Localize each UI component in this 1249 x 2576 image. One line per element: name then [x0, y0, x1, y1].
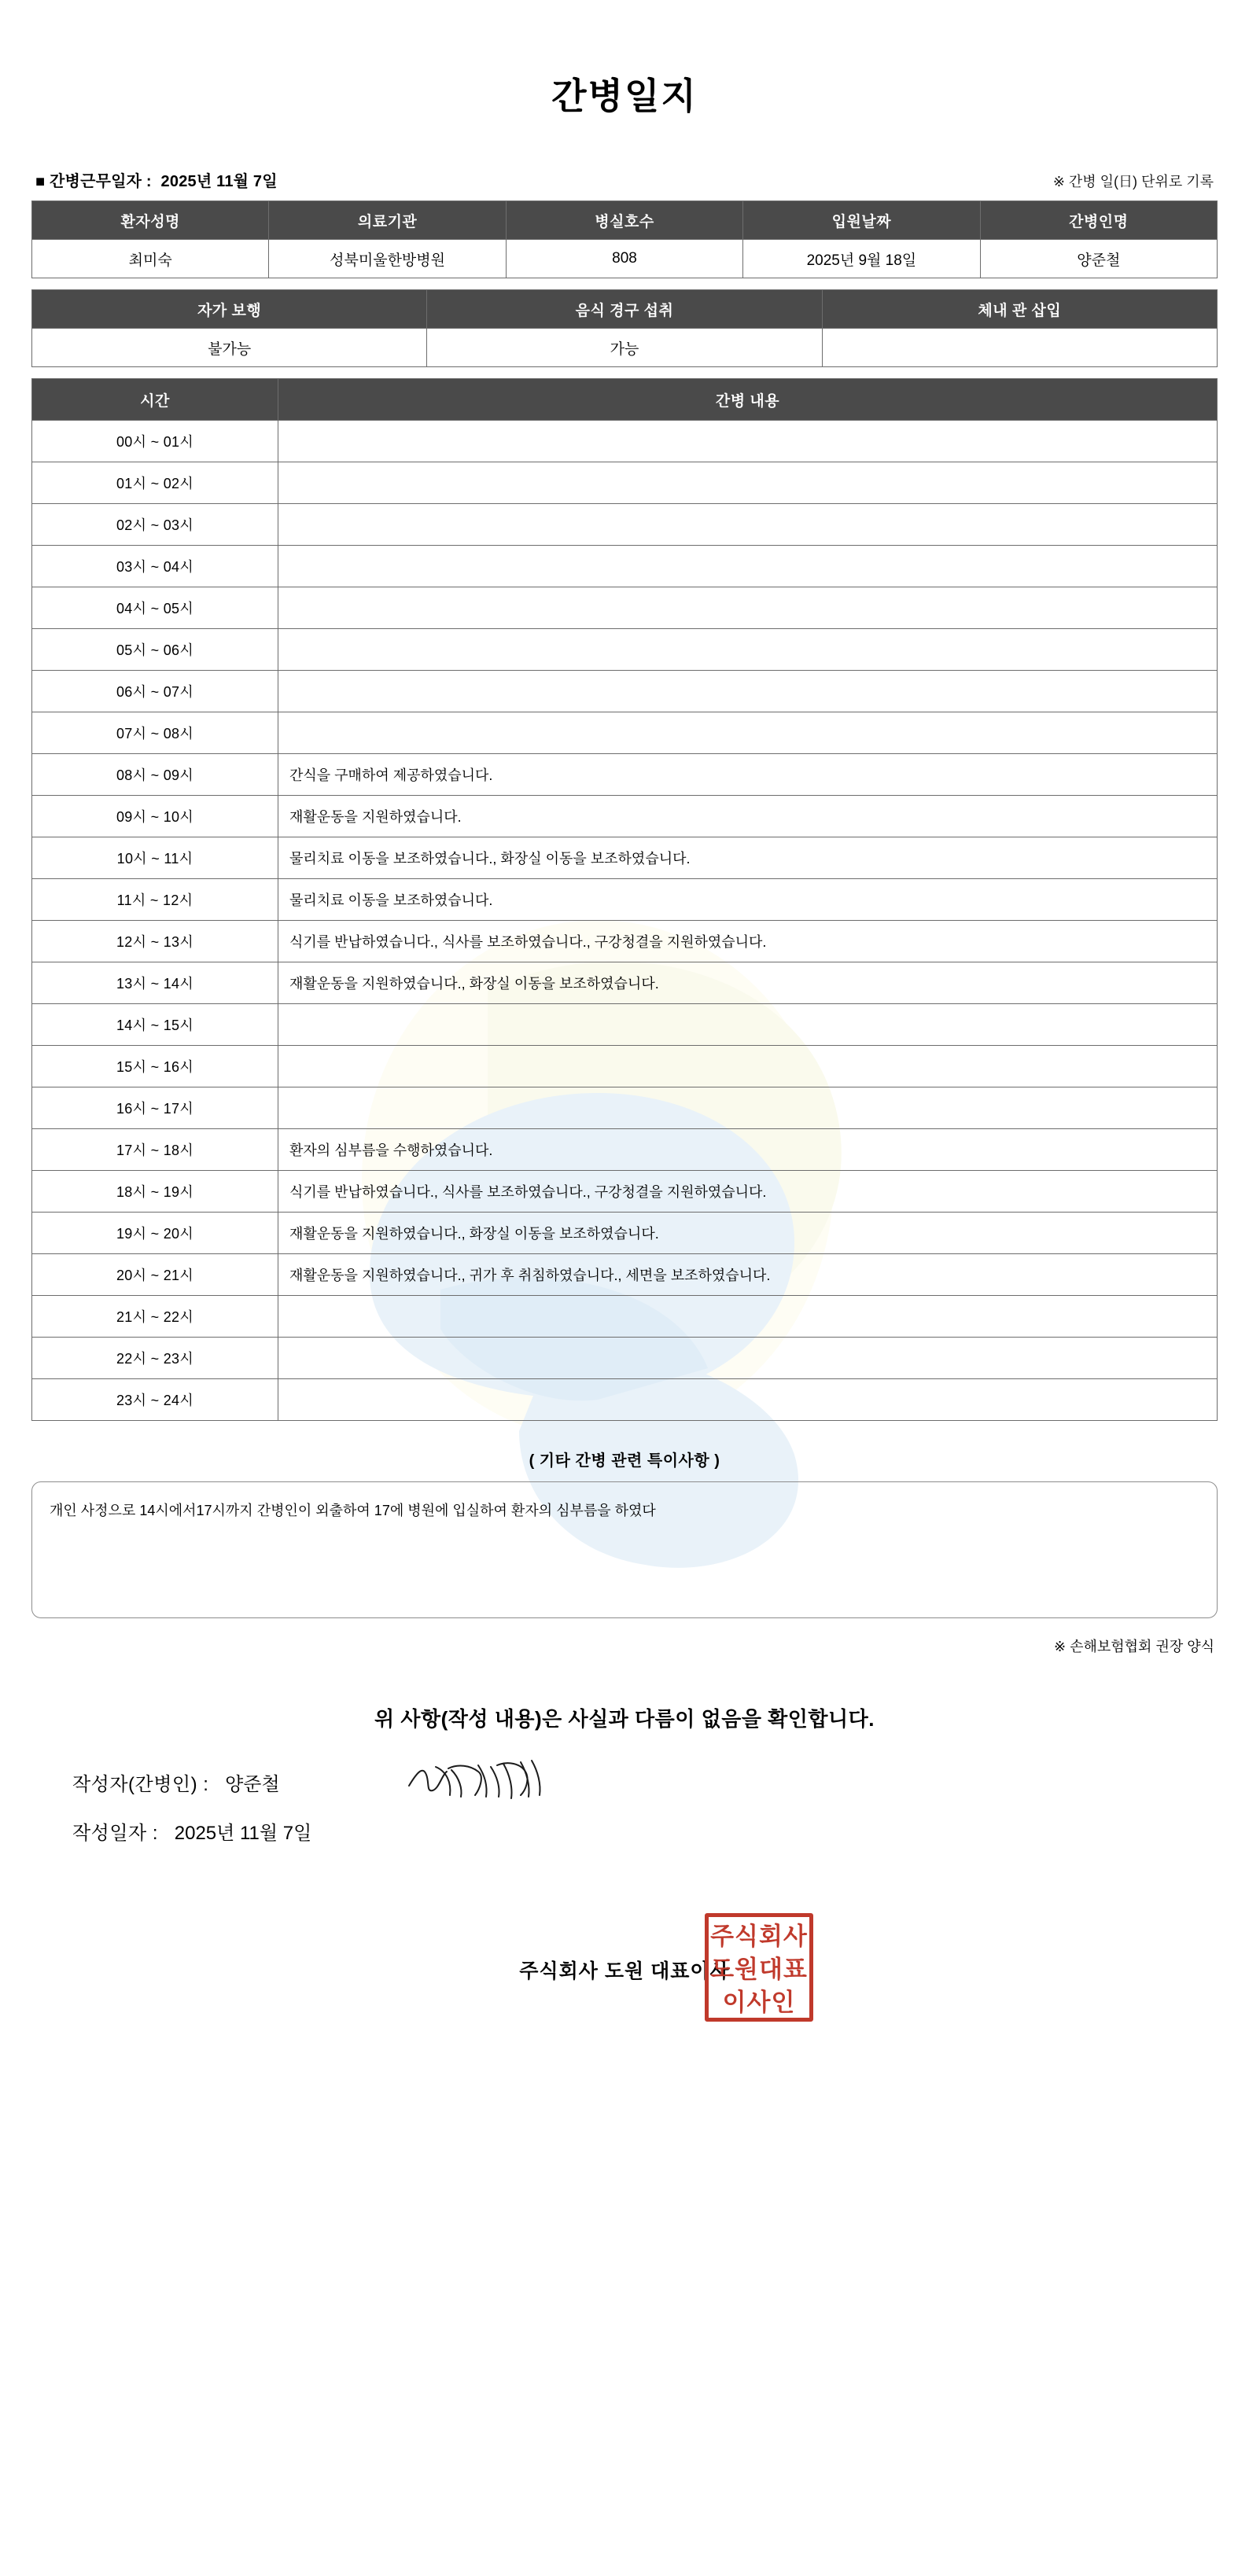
table-row	[32, 1379, 1218, 1421]
remarks-title: ( 기타 간병 관련 특이사항 )	[529, 1452, 720, 1470]
write-date-row	[72, 1817, 1218, 1844]
form-source-note: ※ 손해보험협회 권장 양식	[1054, 1639, 1214, 1654]
care-log-body	[32, 421, 1218, 1421]
time-slot: 17시 ~ 18시	[32, 1129, 278, 1171]
stamp-line-1: 주식회사	[710, 1923, 808, 1951]
care-note: 식기를 반납하였습니다., 식사를 보조하였습니다., 구강청결을 지원하였습니다.	[278, 921, 1218, 962]
time-slot: 19시 ~ 20시	[32, 1213, 278, 1254]
care-note: 물리치료 이동을 보조하였습니다.	[278, 879, 1218, 921]
care-note	[278, 1338, 1218, 1379]
time-slot: 02시 ~ 03시	[32, 504, 278, 546]
time-slot: 11시 ~ 12시	[32, 879, 278, 921]
writer-row	[72, 1768, 1218, 1795]
care-note	[278, 1046, 1218, 1087]
time-slot: 12시 ~ 13시	[32, 921, 278, 962]
care-note: 재활운동을 지원하였습니다., 귀가 후 취침하였습니다., 세면을 보조하였습니다.	[278, 1254, 1218, 1296]
write-date-label: 작성일자 :	[72, 1823, 159, 1844]
care-note	[278, 504, 1218, 546]
table-row	[32, 462, 1218, 504]
remarks-box	[31, 1481, 1218, 1618]
table-row	[32, 629, 1218, 671]
table-header-row	[32, 290, 1218, 329]
care-note	[278, 671, 1218, 712]
time-slot: 18시 ~ 19시	[32, 1171, 278, 1213]
time-slot: 01시 ~ 02시	[32, 462, 278, 504]
time-slot: 23시 ~ 24시	[32, 1379, 278, 1421]
val-room-number: 808	[506, 240, 742, 278]
work-date-group	[35, 168, 278, 191]
table-row	[32, 837, 1218, 879]
table-row	[32, 962, 1218, 1004]
table-row	[32, 1171, 1218, 1213]
table-header-row	[32, 379, 1218, 421]
table-row	[32, 1254, 1218, 1296]
val-oral-intake: 가능	[427, 329, 822, 367]
time-slot: 14시 ~ 15시	[32, 1004, 278, 1046]
time-slot: 05시 ~ 06시	[32, 629, 278, 671]
table-row	[32, 1087, 1218, 1129]
col-tube-insertion: 체내 관 삽입	[822, 290, 1217, 329]
col-caregiver-name: 간병인명	[980, 201, 1217, 240]
work-date-label: ■ 간병근무일자 :	[35, 173, 152, 190]
record-unit-note: ※ 간병 일(日) 단위로 기록	[1052, 174, 1214, 190]
company-representative: 주식회사 도원 대표이사	[519, 1960, 730, 1982]
care-log-table	[31, 378, 1218, 1421]
table-row	[32, 1129, 1218, 1171]
table-row	[32, 671, 1218, 712]
col-patient-name: 환자성명	[32, 201, 269, 240]
time-slot: 03시 ~ 04시	[32, 546, 278, 587]
signature-block	[31, 1768, 1218, 1844]
col-time: 시간	[32, 379, 278, 421]
table-header-row	[32, 201, 1218, 240]
header-line	[31, 168, 1218, 191]
confirmation-statement: 위 사항(작성 내용)은 사실과 다름이 없음을 확인합니다.	[374, 1707, 875, 1731]
stamp-line-2: 도원대표	[710, 1956, 808, 1984]
col-oral-intake: 음식 경구 섭취	[427, 290, 822, 329]
care-note: 재활운동을 지원하였습니다.	[278, 796, 1218, 837]
time-slot: 10시 ~ 11시	[32, 837, 278, 879]
work-date-value: 2025년 11월 7일	[160, 173, 278, 190]
time-slot: 22시 ~ 23시	[32, 1338, 278, 1379]
care-note	[278, 1004, 1218, 1046]
time-slot: 15시 ~ 16시	[32, 1046, 278, 1087]
table-row	[32, 754, 1218, 796]
val-caregiver-name: 양준철	[980, 240, 1217, 278]
table-row	[32, 1338, 1218, 1379]
table-row	[32, 546, 1218, 587]
care-note: 환자의 심부름을 수행하였습니다.	[278, 1129, 1218, 1171]
care-note	[278, 1087, 1218, 1129]
time-slot: 16시 ~ 17시	[32, 1087, 278, 1129]
write-date-value: 2025년 11월 7일	[174, 1823, 312, 1844]
care-note: 재활운동을 지원하였습니다., 화장실 이동을 보조하였습니다.	[278, 1213, 1218, 1254]
table-row	[32, 1296, 1218, 1338]
company-seal-stamp	[705, 1913, 813, 2022]
care-note	[278, 546, 1218, 587]
stamp-line-3: 이사인	[722, 1989, 796, 2017]
time-slot: 07시 ~ 08시	[32, 712, 278, 754]
table-row	[32, 240, 1218, 278]
writer-label: 작성자(간병인) :	[72, 1774, 209, 1795]
care-note	[278, 1379, 1218, 1421]
val-admission-date: 2025년 9월 18일	[743, 240, 980, 278]
table-row	[32, 1004, 1218, 1046]
table-row	[32, 587, 1218, 629]
col-hospital: 의료기관	[269, 201, 506, 240]
col-room-number: 병실호수	[506, 201, 742, 240]
val-patient-name: 최미숙	[32, 240, 269, 278]
table-row	[32, 421, 1218, 462]
time-slot: 06시 ~ 07시	[32, 671, 278, 712]
col-self-ambulation: 자가 보행	[32, 290, 427, 329]
table-row	[32, 921, 1218, 962]
remarks-text: 개인 사정으로 14시에서17시까지 간병인이 외출하여 17에 병원에 입실하여 환자의 심부름을 하였다	[50, 1503, 656, 1518]
patient-info-table	[31, 201, 1218, 278]
table-row	[32, 1046, 1218, 1087]
table-row	[32, 504, 1218, 546]
care-note	[278, 462, 1218, 504]
status-table	[31, 289, 1218, 367]
time-slot: 20시 ~ 21시	[32, 1254, 278, 1296]
care-note	[278, 1296, 1218, 1338]
care-note	[278, 421, 1218, 462]
table-row	[32, 329, 1218, 367]
time-slot: 00시 ~ 01시	[32, 421, 278, 462]
table-row	[32, 712, 1218, 754]
care-note	[278, 629, 1218, 671]
care-note: 재활운동을 지원하였습니다., 화장실 이동을 보조하였습니다.	[278, 962, 1218, 1004]
time-slot: 21시 ~ 22시	[32, 1296, 278, 1338]
val-self-ambulation: 불가능	[32, 329, 427, 367]
care-note: 물리치료 이동을 보조하였습니다., 화장실 이동을 보조하였습니다.	[278, 837, 1218, 879]
care-note: 식기를 반납하였습니다., 식사를 보조하였습니다., 구강청결을 지원하였습니다.	[278, 1171, 1218, 1213]
table-row	[32, 796, 1218, 837]
val-hospital: 성북미울한방병원	[269, 240, 506, 278]
care-note	[278, 587, 1218, 629]
time-slot: 04시 ~ 05시	[32, 587, 278, 629]
handwritten-signature-icon	[403, 1751, 568, 1806]
time-slot: 09시 ~ 10시	[32, 796, 278, 837]
page-title: 간병일지	[551, 75, 698, 116]
writer-value: 양준철	[225, 1774, 280, 1795]
col-admission-date: 입원날짜	[743, 201, 980, 240]
table-row	[32, 1213, 1218, 1254]
col-care-content: 간병 내용	[278, 379, 1218, 421]
table-row	[32, 879, 1218, 921]
val-tube-insertion	[822, 329, 1217, 367]
care-note: 간식을 구매하여 제공하였습니다.	[278, 754, 1218, 796]
time-slot: 08시 ~ 09시	[32, 754, 278, 796]
care-note	[278, 712, 1218, 754]
time-slot: 13시 ~ 14시	[32, 962, 278, 1004]
company-row	[31, 1890, 1218, 2031]
